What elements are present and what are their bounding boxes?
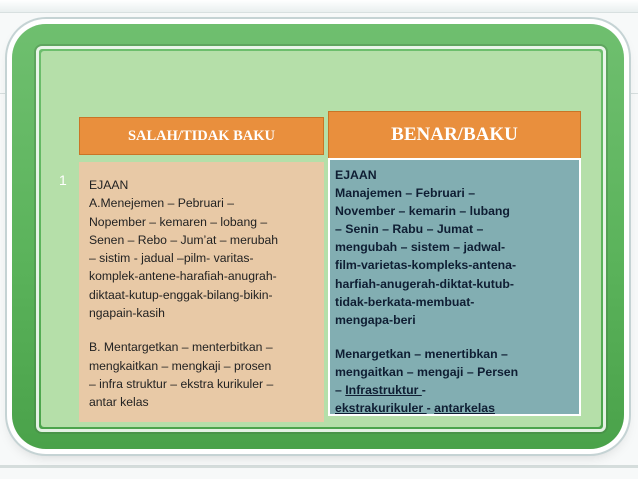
header-benar-baku: BENAR/BAKU (328, 111, 581, 159)
correct-words-b-line1: Menargetkan – menertibkan – (335, 346, 508, 361)
correct-words-b-line3 (335, 381, 577, 399)
correct-words-b-line4 (335, 399, 577, 417)
word-infrastruktur: Infrastruktur (345, 383, 422, 398)
correct-words-b-line2: mengaitkan – mengaji – Persen (335, 364, 519, 379)
row-number: 1 (59, 172, 67, 188)
incorrect-words-b: B. Mentargetkan – menterbitkan – mengkaitkan – mengkaji – prosen – infra struktur – ekstra kurikuler – antar kelas (89, 340, 274, 410)
cell-correct-words (328, 158, 581, 416)
word-ekstrakurikuler: ekstrakurikuler (335, 401, 427, 416)
top-band (0, 0, 638, 13)
correct-words-a: EJAAN Manajemen – Februari – November – kemarin – lubang – Senin – Rabu – Jumat – mengubah – sistem – jadwal- film-varietas-kompleks-antena- harfiah-anugerah-diktat-kutub- tidak-berkata-membuat- mengapa-beri (335, 168, 517, 327)
header-salah-tidak-baku: SALAH/TIDAK BAKU (79, 117, 324, 155)
separator-dash-2: - (426, 401, 435, 416)
correct-words-b (335, 345, 577, 417)
cell-incorrect-words (79, 162, 324, 422)
bottom-rule (0, 465, 638, 468)
separator-dash: - (421, 383, 426, 398)
word-antarkelas: antarkelas (434, 401, 495, 416)
prefix-dash: – (335, 383, 346, 398)
incorrect-words-a: EJAAN A.Menejemen – Pebruari – Nopember – kemaren – lobang – Senen – Rebo – Jum’at – merubah – sistim - jadual –pilm- varitas- komplek-antene-harafiah-anugrah- diktaat-kutup-enggak-bilang-bikin- ngapain-kasih (89, 178, 279, 321)
